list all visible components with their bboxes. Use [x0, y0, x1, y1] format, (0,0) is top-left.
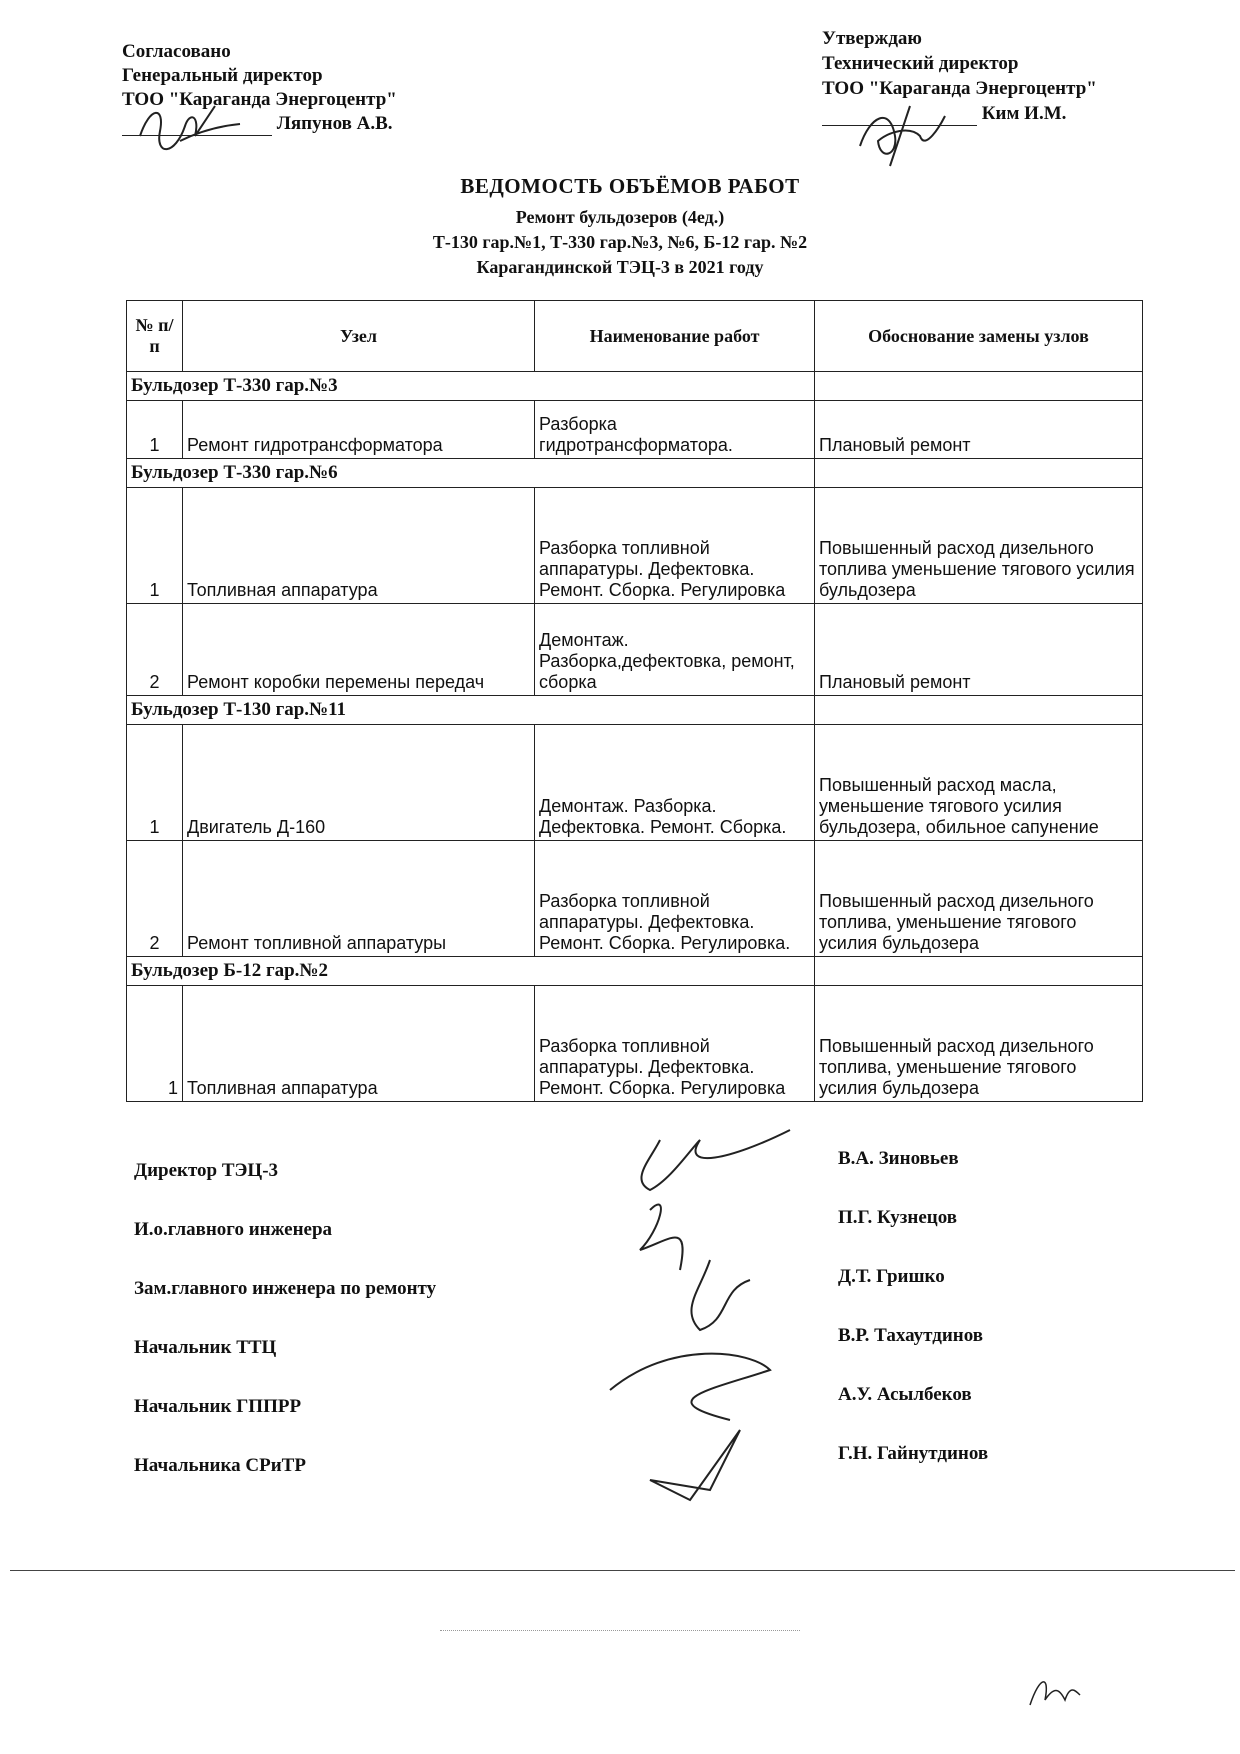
row-node: Топливная аппаратура [183, 488, 535, 604]
header-reason: Обоснование замены узлов [815, 301, 1143, 372]
page-bottom-rule [10, 1570, 1235, 1571]
initials-image [1020, 1665, 1090, 1715]
signer-title: И.о.главного инженера [134, 1219, 333, 1240]
signer-name: В.А. Зиновьев [838, 1148, 959, 1169]
row-node: Ремонт гидротрансформатора [183, 401, 535, 459]
row-number: 1 [127, 725, 183, 841]
table-group-row [127, 372, 1143, 401]
approval-position: Технический директор [822, 53, 1019, 74]
table-row [127, 841, 1143, 957]
document-subtitle-1: Ремонт бульдозеров (4ед.) [515, 207, 725, 227]
row-reason: Повышенный расход дизельного топлива, уменьшение тягового усилия бульдозера [815, 986, 1143, 1102]
agreement-company: ТОО "Караганда Энергоцентр" [122, 89, 397, 110]
works-table [126, 300, 1143, 1102]
table-header-row [127, 301, 1143, 372]
approval-label: Утверждаю [822, 28, 922, 49]
header-node: Узел [183, 301, 535, 372]
signer-title: Директор ТЭЦ-3 [134, 1160, 279, 1181]
signer-name: В.Р. Тахаутдинов [838, 1325, 984, 1346]
row-node: Ремонт топливной аппаратуры [183, 841, 535, 957]
group-empty-cell [815, 696, 1143, 725]
row-work: Разборка топливной аппаратуры. Дефектовка. Ремонт. Сборка. Регулировка [535, 986, 815, 1102]
document-title-block [0, 174, 1240, 280]
row-reason: Повышенный расход масла, уменьшение тягового усилия бульдозера, обильное сапунение [815, 725, 1143, 841]
row-reason: Плановый ремонт [815, 604, 1143, 696]
agreement-position: Генеральный директор [122, 65, 323, 86]
row-work: Демонтаж. Разборка. Дефектовка. Ремонт. Сборка. [535, 725, 815, 841]
signer-name: Г.Н. Гайнутдинов [838, 1443, 989, 1464]
table-row [127, 986, 1143, 1102]
table-row [127, 488, 1143, 604]
group-empty-cell [815, 372, 1143, 401]
agreement-label: Согласовано [122, 41, 231, 62]
table-row [127, 604, 1143, 696]
table-group-row [127, 696, 1143, 725]
table-row [127, 401, 1143, 459]
signers-names [838, 1148, 988, 1502]
group-title: Бульдозер Т-330 гар.№6 [127, 459, 815, 488]
row-work: Разборка топливной аппаратуры. Дефектовка. Ремонт. Сборка. Регулировка. [535, 841, 815, 957]
approval-signer-name: Ким И.М. [981, 103, 1067, 124]
signer-title: Начальник ТТЦ [134, 1337, 277, 1358]
document-subtitle-3: Карагандинской ТЭЦ-3 в 2021 году [476, 257, 764, 277]
signer-name: П.Г. Кузнецов [838, 1207, 958, 1228]
header-no: № п/п [127, 301, 183, 372]
row-node: Ремонт коробки перемены передач [183, 604, 535, 696]
group-title: Бульдозер Т-130 гар.№11 [127, 696, 815, 725]
document-title: ВЕДОМОСТЬ ОБЪЁМОВ РАБОТ [460, 174, 800, 198]
row-node: Топливная аппаратура [183, 986, 535, 1102]
table-group-row [127, 957, 1143, 986]
row-number: 1 [127, 488, 183, 604]
approval-company: ТОО "Караганда Энергоцентр" [822, 78, 1097, 99]
table-group-row [127, 459, 1143, 488]
signer-title: Начальник ГППРР [134, 1396, 302, 1417]
row-reason: Повышенный расход дизельного топлива, уменьшение тягового усилия бульдозера [815, 841, 1143, 957]
signature-right-image [850, 96, 980, 176]
row-node: Двигатель Д-160 [183, 725, 535, 841]
row-number: 1 [127, 401, 183, 459]
row-reason: Повышенный расход дизельного топлива уменьшение тягового усилия бульдозера [815, 488, 1143, 604]
signers-titles [134, 1160, 436, 1514]
row-number: 2 [127, 841, 183, 957]
group-empty-cell [815, 957, 1143, 986]
document-subtitle-2: Т-130 гар.№1, Т-330 гар.№3, №6, Б-12 гар. №2 [432, 232, 808, 252]
header-work: Наименование работ [535, 301, 815, 372]
group-title: Бульдозер Б-12 гар.№2 [127, 957, 815, 986]
group-title: Бульдозер Т-330 гар.№3 [127, 372, 815, 401]
row-work: Разборка топливной аппаратуры. Дефектовка. Ремонт. Сборка. Регулировка [535, 488, 815, 604]
row-work: Разборка гидротрансформатора. [535, 401, 815, 459]
signer-title: Начальника СРиТР [134, 1455, 306, 1476]
table-row [127, 725, 1143, 841]
signer-name: Д.Т. Гришко [838, 1266, 945, 1287]
signer-name: А.У. Асылбеков [838, 1384, 972, 1405]
row-reason: Плановый ремонт [815, 401, 1143, 459]
group-empty-cell [815, 459, 1143, 488]
signers-signatures-image [590, 1120, 830, 1520]
row-number: 1 [127, 986, 183, 1102]
scan-artifact-line [440, 1630, 800, 1631]
agreement-signer-name: Ляпунов А.В. [276, 113, 393, 134]
row-number: 2 [127, 604, 183, 696]
signer-title: Зам.главного инженера по ремонту [134, 1278, 437, 1299]
row-work: Демонтаж. Разборка,дефектовка, ремонт, сборка [535, 604, 815, 696]
signature-left-image [120, 96, 270, 166]
